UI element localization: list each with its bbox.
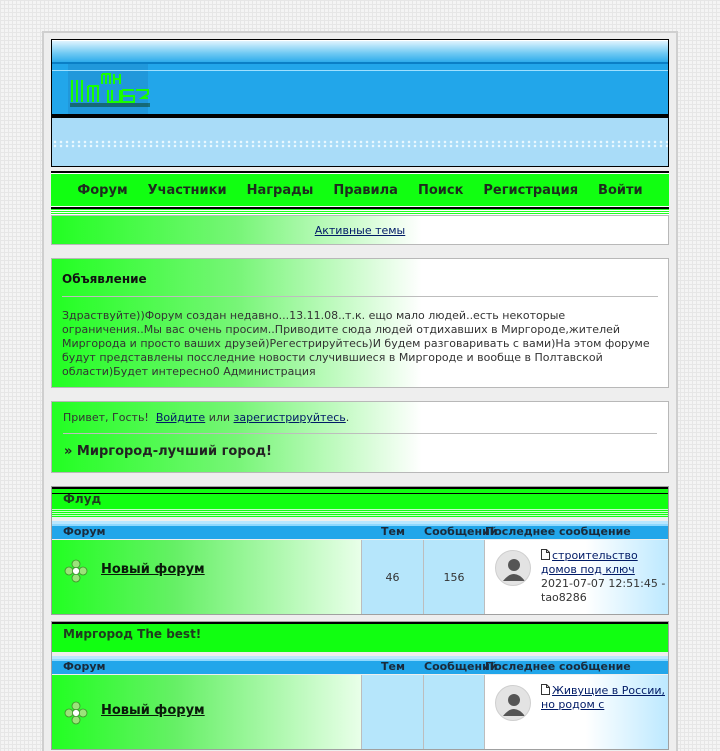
- user-avatar-icon: [495, 550, 531, 586]
- active-topics-link[interactable]: Активные темы: [314, 223, 406, 237]
- category-title: Миргород The best!: [63, 627, 202, 641]
- login-link[interactable]: Войдите: [155, 411, 206, 424]
- col-last-post: Последнее сообщение: [485, 525, 631, 538]
- col-posts: Сообщений: [424, 525, 498, 538]
- forum-cell: [52, 540, 362, 614]
- forum-cell: [52, 675, 362, 749]
- col-topics: Тем: [381, 660, 405, 673]
- greeting-text: Привет, Гость!: [63, 411, 149, 424]
- last-post-cell: [485, 540, 668, 614]
- category-title: Флуд: [63, 492, 102, 506]
- document-icon: [541, 549, 550, 560]
- announcement-text: Здраствуйте))Форум создан недавно...13.11.08..т.к. ещо мало людей..есть некоторые ограничения..Мы вас очень просим..Приводите сюда людей отдихавших в Миргороде,жителей Миргорода и просто ваших друзей)Регестрируйтесь)И будем разговаривать с вами)На этом форуме будут представлены посследние новости случившиеся в Миргороде и вообще в Полтавской области)Будет интересно0 Администрация: [62, 309, 650, 378]
- col-forum: Форум: [63, 660, 106, 673]
- topics-count: [362, 675, 424, 749]
- welcome-line: [63, 411, 657, 424]
- period-text: .: [345, 411, 350, 424]
- column-headers: [52, 656, 668, 674]
- last-post-cell: [485, 675, 668, 749]
- document-icon: [541, 684, 550, 695]
- header-dots: [52, 140, 668, 148]
- site-logo[interactable]: [64, 60, 156, 118]
- forum-flower-icon: [64, 701, 88, 725]
- announcement-title: Объявление: [62, 272, 147, 286]
- main-nav: [51, 171, 669, 209]
- col-topics: Тем: [381, 525, 405, 538]
- category-flood: [51, 486, 669, 615]
- nav-search[interactable]: Поиск: [417, 182, 464, 198]
- column-headers: [52, 521, 668, 539]
- active-topics-bar: [51, 215, 669, 245]
- forum-name-link[interactable]: Новый форум: [101, 562, 205, 577]
- posts-count: 156: [424, 540, 485, 614]
- nav-login[interactable]: Войти: [598, 182, 643, 198]
- topics-count: 46: [362, 540, 424, 614]
- category-mirgorod: [51, 621, 669, 750]
- last-post-link[interactable]: строительство домов под ключ: [541, 549, 638, 576]
- nav-rules[interactable]: Правила: [333, 182, 398, 198]
- last-post-meta: 2021-07-07 12:51:45 - tao8286: [541, 577, 666, 604]
- category-header: [52, 487, 668, 517]
- forum-row: [52, 540, 668, 614]
- forum-flower-icon: [64, 559, 88, 583]
- nav-users[interactable]: Участники: [147, 182, 227, 198]
- col-posts: Сообщений: [424, 660, 498, 673]
- last-post-info: [541, 549, 667, 605]
- last-post-info: [541, 684, 667, 712]
- site-motto: » Миргород-лучший город!: [64, 444, 272, 459]
- last-post-link[interactable]: Живущие в России, но родом с: [541, 684, 665, 711]
- nav-forum[interactable]: Форум: [77, 182, 128, 198]
- divider: [63, 433, 657, 434]
- header-banner: [52, 40, 668, 118]
- announcement-box: [51, 258, 669, 388]
- category-header: [52, 622, 668, 652]
- or-text: или: [208, 411, 231, 424]
- nav-awards[interactable]: Награды: [246, 182, 314, 198]
- page-wrapper: [42, 31, 678, 751]
- user-avatar-icon: [495, 685, 531, 721]
- forum-row: [52, 675, 668, 749]
- nav-register[interactable]: Регистрация: [483, 182, 579, 198]
- posts-count: [424, 675, 485, 749]
- register-link[interactable]: зарегистрируйтесь: [233, 411, 346, 424]
- col-forum: Форум: [63, 525, 106, 538]
- site-header: [51, 39, 669, 167]
- divider: [62, 296, 658, 297]
- col-last-post: Последнее сообщение: [485, 660, 631, 673]
- forum-name-link[interactable]: Новый форум: [101, 703, 205, 718]
- welcome-box: [51, 401, 669, 473]
